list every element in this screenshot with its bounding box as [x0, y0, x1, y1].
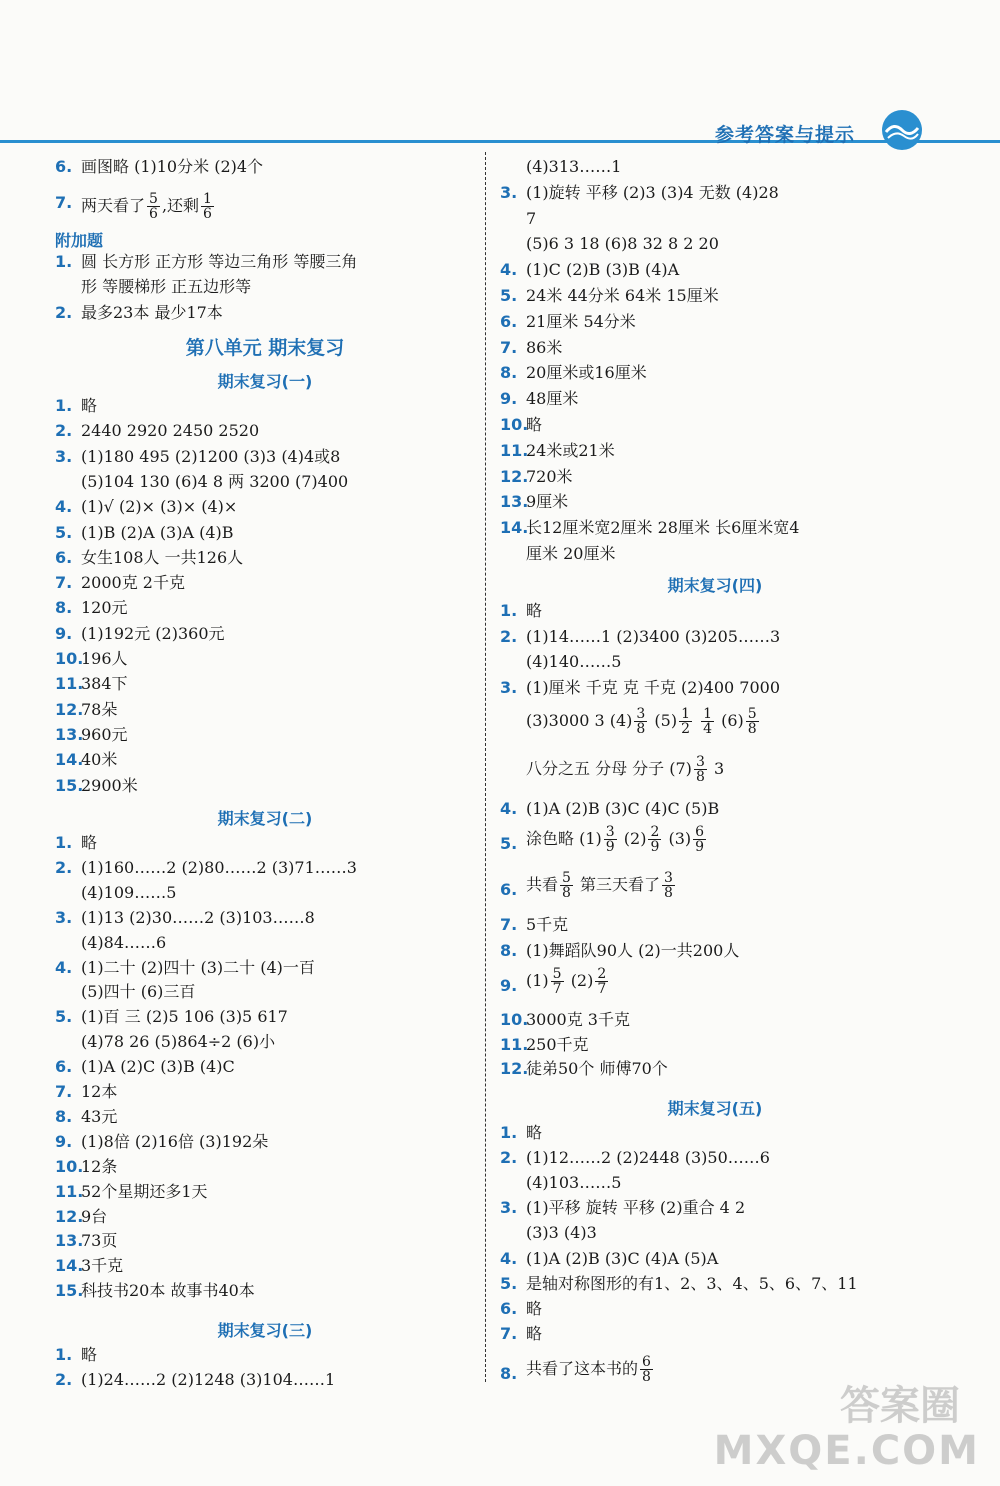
item-number: 8. — [55, 1106, 73, 1126]
item-number: 7. — [500, 337, 518, 357]
item-number: 1. — [500, 1123, 518, 1142]
item-number: 2. — [55, 421, 73, 441]
item-text: 9台 — [81, 1206, 108, 1226]
item-number: 10. — [500, 415, 529, 434]
item-number: 9. — [500, 389, 518, 409]
item-number: 14. — [55, 750, 84, 770]
item-number: 6. — [55, 547, 73, 567]
watermark-cn: 答案圈 — [840, 1383, 960, 1429]
item-text: 形 等腰梯形 正五边形等 — [81, 277, 252, 297]
item-text: 2000克 2千克 — [81, 573, 185, 593]
item-text: 720米 — [526, 466, 573, 486]
item-text: (5)6 3 18 (6)8 32 8 2 20 — [526, 234, 719, 254]
review2-title: 期末复习(二) — [217, 809, 313, 828]
item-number: 11. — [500, 1034, 529, 1054]
item-number: 12. — [500, 1059, 529, 1078]
item-number: 8. — [500, 363, 518, 383]
item-text: (1)180 495 (2)1200 (3)3 (4)4或8 — [81, 446, 341, 466]
item-number: 2. — [500, 626, 518, 646]
item-text: 24米 44分米 64米 15厘米 — [526, 286, 719, 305]
item-number: 5. — [55, 522, 73, 542]
item-text: 78朵 — [81, 699, 118, 719]
item-number: 12. — [55, 1206, 84, 1226]
review3-title: 期末复习(三) — [217, 1321, 313, 1340]
item-text: 960元 — [81, 724, 128, 744]
item-text: 86米 — [526, 337, 563, 357]
item-text: 12本 — [81, 1082, 118, 1101]
item-number: 3. — [500, 182, 518, 202]
item-text: 9厘米 — [526, 492, 569, 512]
unit-title: 第八单元 期末复习 — [185, 337, 345, 359]
item-number: 13. — [55, 1231, 84, 1251]
column-divider — [485, 152, 486, 1382]
item-text: 24米或21米 — [526, 440, 615, 460]
item-text: (1)旋转 平移 (2)3 (3)4 无数 (4)28 — [526, 182, 779, 202]
item-text: (1)C (2)B (3)B (4)A — [526, 260, 680, 280]
item-text: (1)13 (2)30……2 (3)103……8 — [81, 907, 315, 927]
item-text: 2440 2920 2450 2520 — [81, 421, 260, 441]
item-text: (1)192元 (2)360元 — [81, 623, 225, 643]
item-number: 13. — [500, 492, 529, 512]
item-number: 11. — [55, 1181, 84, 1201]
item-text: 7 — [526, 208, 537, 228]
item-number: 1. — [55, 1345, 73, 1364]
review4-title: 期末复习(四) — [667, 576, 763, 595]
item-text: (4)84……6 — [81, 932, 167, 952]
extra-section-title: 附加题 — [55, 231, 104, 250]
item-text: 略 — [526, 601, 543, 620]
item-text: (1)A (2)B (3)C (4)A (5)A — [526, 1248, 719, 1268]
item-number: 13. — [55, 724, 84, 744]
item-text: 长12厘米宽2厘米 28厘米 长6厘米宽4 — [526, 518, 800, 538]
item-number: 4. — [500, 1248, 518, 1268]
item-text: (4)78 26 (5)864÷2 (6)小 — [81, 1032, 276, 1052]
item-number: 2. — [500, 1148, 518, 1168]
item-text: (5)四十 (6)三百 — [81, 982, 196, 1002]
item-number: 4. — [500, 260, 518, 280]
item-number: 7. — [500, 1323, 518, 1343]
item-text: (1)A (2)C (3)B (4)C — [81, 1057, 235, 1077]
item-text: (1)百 三 (2)5 106 (3)5 617 — [81, 1007, 288, 1027]
item-text: 科技书20本 故事书40本 — [81, 1281, 255, 1301]
wave-logo-icon — [876, 102, 928, 154]
item-text: (1)平移 旋转 平移 (2)重合 4 2 — [526, 1198, 746, 1218]
item-text: (1)14……1 (2)3400 (3)205……3 — [526, 626, 781, 646]
item-number: 9. — [55, 1131, 73, 1151]
item-number: 11. — [55, 674, 84, 694]
item-number: 2. — [55, 1370, 73, 1390]
item-number: 5. — [500, 1273, 518, 1293]
item-text: 52个星期还多1天 — [81, 1181, 208, 1201]
item-text: 196人 — [81, 649, 128, 668]
item-text: (1)12……2 (2)2448 (3)50……6 — [526, 1148, 770, 1168]
item-number: 5. — [500, 286, 518, 305]
item-text: (1)二十 (2)四十 (3)二十 (4)一百 — [81, 957, 315, 977]
item-text: 48厘米 — [526, 389, 579, 409]
item-number: 11. — [500, 440, 529, 460]
item-number: 10. — [500, 1010, 529, 1029]
item-number: 12. — [55, 699, 84, 719]
item-text: (4)313……1 — [526, 157, 622, 176]
watermark-en: MXQE.COM — [713, 1428, 980, 1474]
item-number: 3. — [55, 446, 73, 466]
item-number: 7. — [55, 1082, 73, 1101]
item-number: 3. — [500, 677, 518, 697]
item-text: 3千克 — [81, 1256, 124, 1276]
item-text: (4)103……5 — [526, 1173, 622, 1193]
item-number: 9. — [55, 623, 73, 643]
item-text: 是轴对称图形的有1、2、3、4、5、6、7、11 — [526, 1273, 858, 1293]
item-number: 15. — [55, 1281, 84, 1301]
item-text: 2900米 — [81, 775, 138, 795]
page-header-title: 参考答案与提示 — [714, 124, 855, 146]
item-number: 2. — [55, 302, 73, 322]
item-number: 3. — [500, 1198, 518, 1218]
item-text: 略 — [526, 1123, 543, 1142]
review5-title: 期末复习(五) — [667, 1099, 763, 1118]
item-text: 略 — [526, 1323, 543, 1343]
item-text: 21厘米 54分米 — [526, 311, 636, 331]
item-text: 250千克 — [526, 1034, 589, 1054]
item-number: 14. — [500, 518, 529, 538]
item-text: (1)B (2)A (3)A (4)B — [81, 522, 234, 542]
item-text: 120元 — [81, 598, 128, 618]
item-text: 40米 — [81, 750, 118, 770]
item-text: 略 — [526, 415, 543, 434]
item-number: 1. — [500, 601, 518, 620]
item-text: 徒弟50个 师傅70个 — [526, 1059, 668, 1078]
item-number: 1. — [55, 396, 73, 415]
item-text: (4)109……5 — [81, 882, 177, 902]
item-number: 1. — [55, 252, 73, 271]
item-text: (1)√ (2)× (3)× (4)× — [81, 497, 238, 517]
item-text: 73页 — [81, 1231, 118, 1251]
item-number: 14. — [55, 1256, 84, 1276]
item-number: 7. — [55, 573, 73, 593]
review1-title: 期末复习(一) — [217, 372, 313, 391]
item-text: 女生108人 一共126人 — [81, 547, 244, 567]
item-number: 2. — [55, 857, 73, 877]
item-number: 6. — [55, 1057, 73, 1077]
item-number: 12. — [500, 466, 529, 486]
item-text: 厘米 20厘米 — [526, 544, 616, 563]
item-text: (1)24……2 (2)1248 (3)104……1 — [81, 1370, 336, 1390]
item-text: (3)3 (4)3 — [526, 1223, 597, 1243]
item-number: 8. — [55, 598, 73, 618]
item-number: 10. — [55, 649, 84, 668]
item-text: 圆 长方形 正方形 等边三角形 等腰三角 — [81, 252, 358, 271]
item-text: 略 — [526, 1298, 543, 1318]
item-text: 3000克 3千克 — [526, 1010, 630, 1029]
item-text: 最多23本 最少17本 — [81, 302, 223, 322]
item-number: 5. — [55, 1007, 73, 1027]
item-number: 15. — [55, 775, 84, 795]
item-text: 20厘米或16厘米 — [526, 363, 647, 383]
item-number: 3. — [55, 907, 73, 927]
item-text: 略 — [81, 833, 98, 852]
item-number: 4. — [55, 497, 73, 517]
item-text: 12条 — [81, 1156, 118, 1176]
item-text: (1)160……2 (2)80……2 (3)71……3 — [81, 857, 357, 877]
item-text: (5)104 130 (6)4 8 两 3200 (7)400 — [81, 471, 349, 491]
item-text: (4)140……5 — [526, 652, 622, 671]
item-text: 略 — [81, 1345, 98, 1364]
item-number: 10. — [55, 1156, 84, 1176]
item-number: 4. — [55, 957, 73, 977]
item-text: (1)厘米 千克 克 千克 (2)400 7000 — [526, 677, 781, 697]
item-text: 略 — [81, 396, 98, 415]
item-text: (1)8倍 (2)16倍 (3)192朵 — [81, 1131, 269, 1151]
item-number: 6. — [500, 311, 518, 331]
item-number: 6. — [500, 1298, 518, 1318]
item-text: 384下 — [81, 674, 128, 694]
item-text: 43元 — [81, 1106, 118, 1126]
item-number: 1. — [55, 833, 73, 852]
